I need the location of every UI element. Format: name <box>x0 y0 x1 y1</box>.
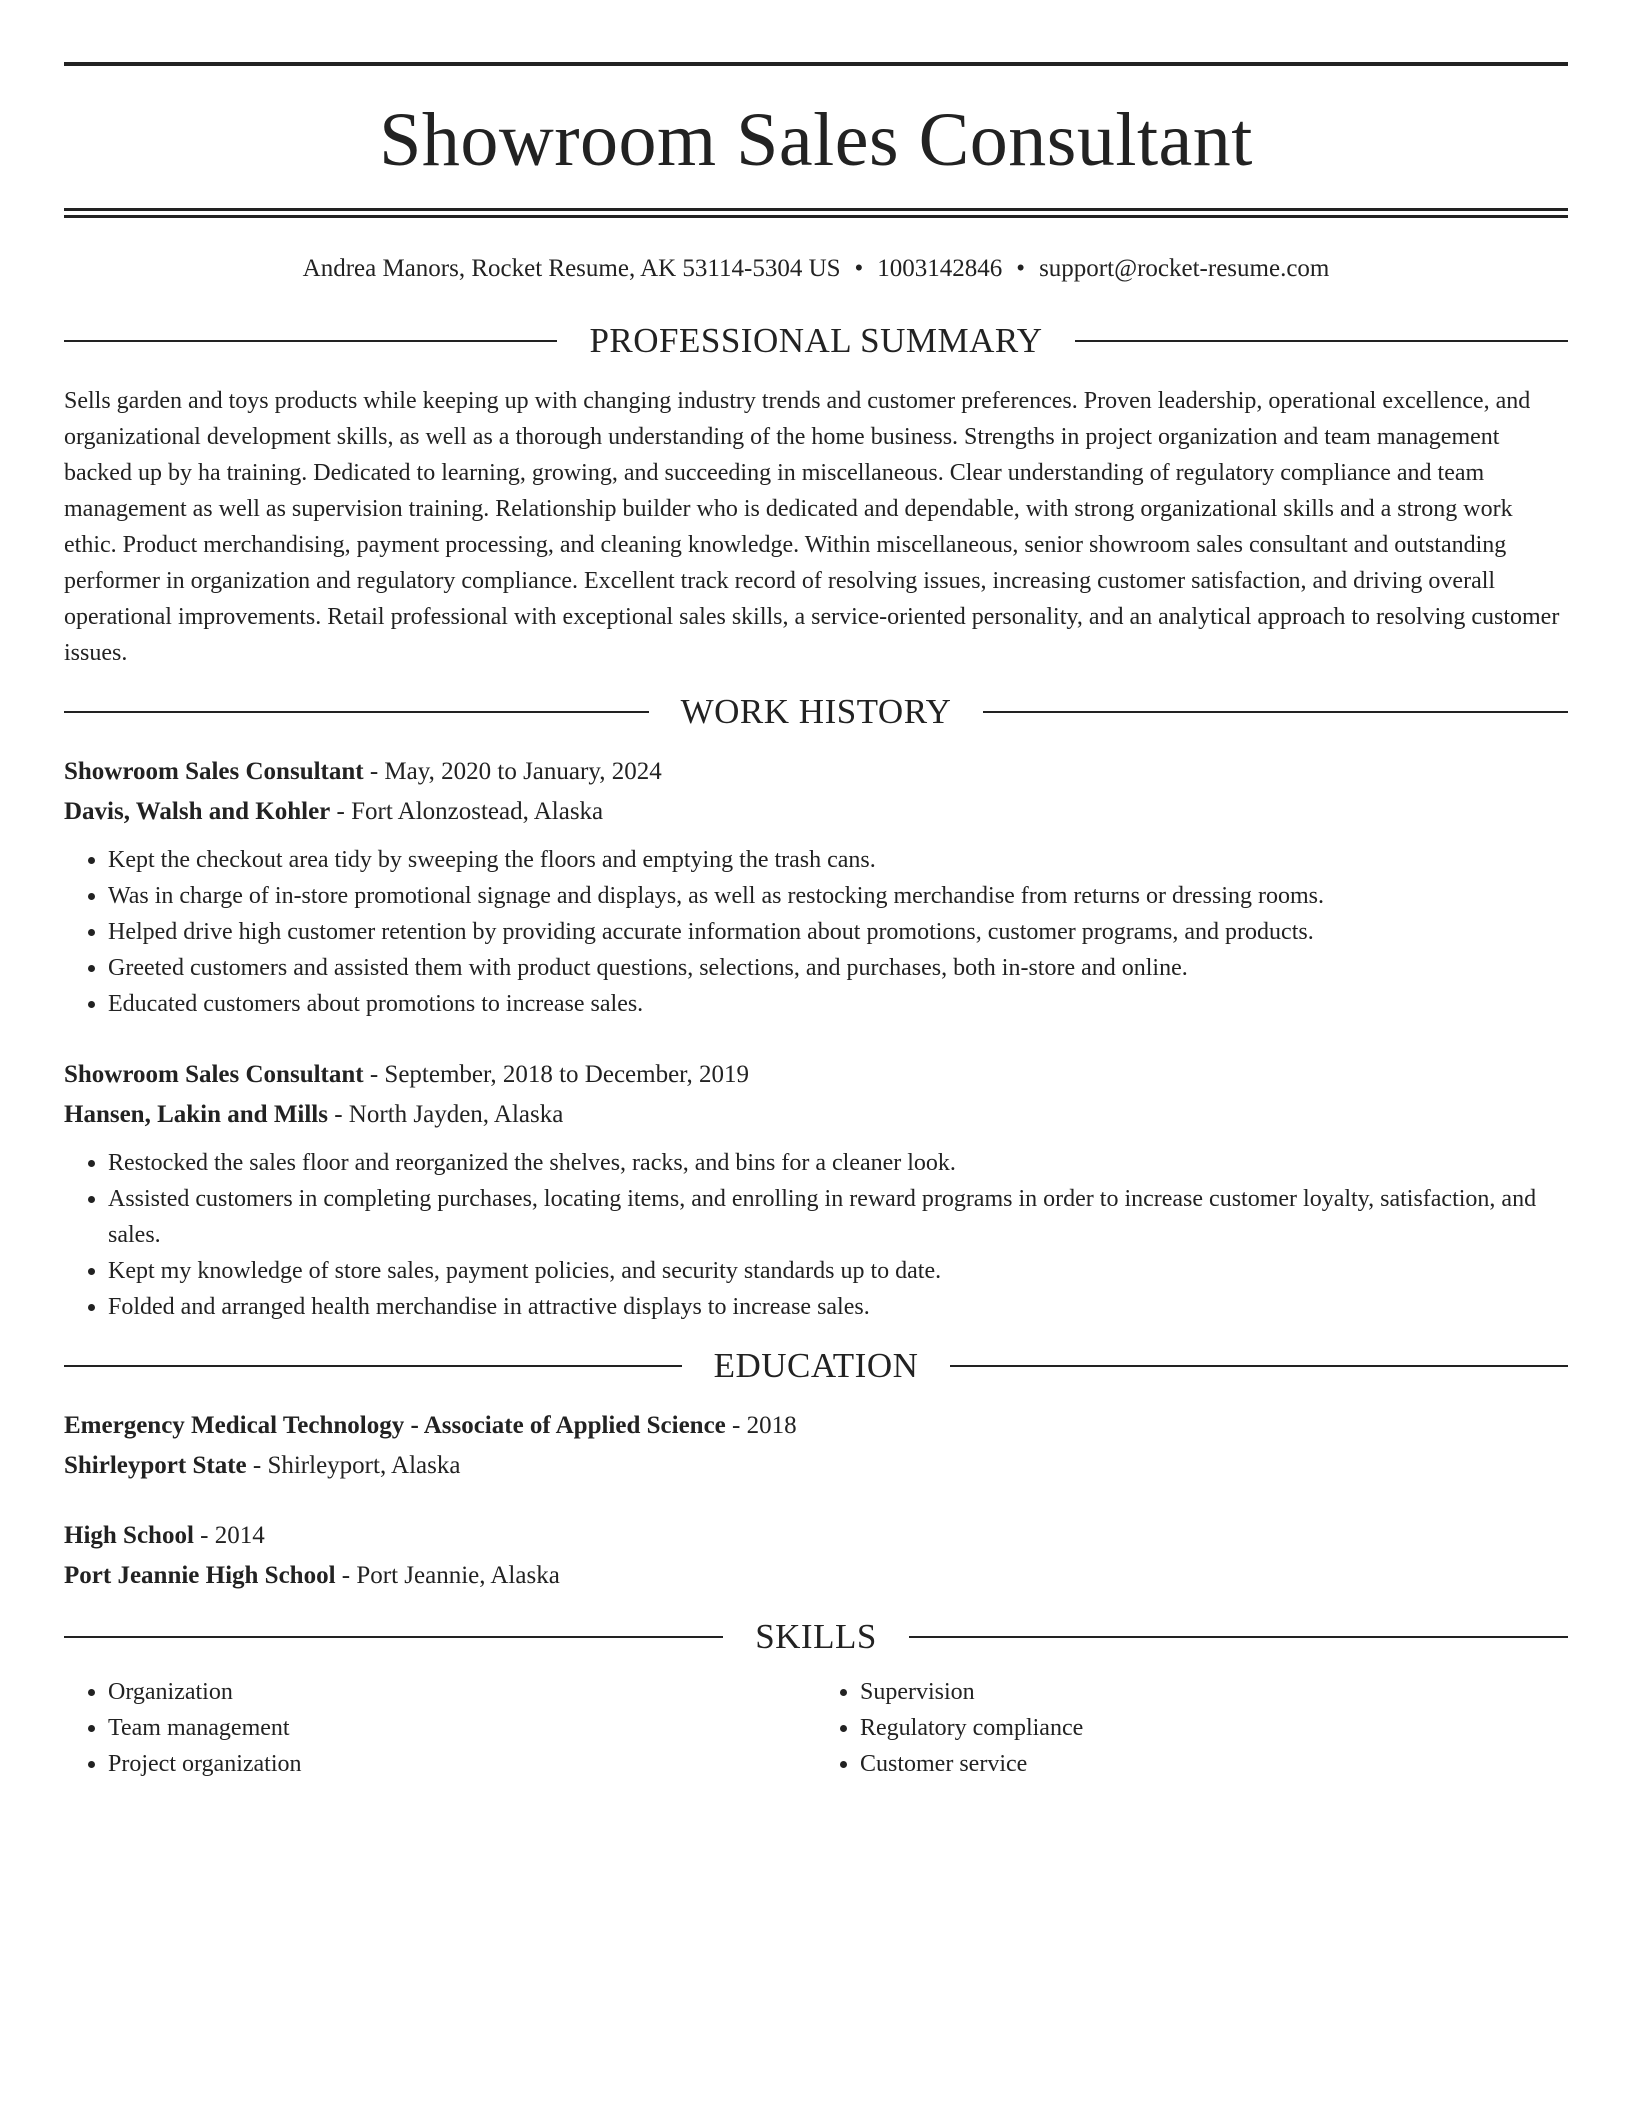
education-degree-line <box>64 1406 1568 1446</box>
job-bullets <box>64 1145 1568 1325</box>
summary-heading: PROFESSIONAL SUMMARY <box>589 321 1043 360</box>
contact-phone: 1003142846 <box>877 255 1003 282</box>
education-degree-line <box>64 1516 1568 1556</box>
job-bullets <box>64 842 1568 1022</box>
heading-rule-left <box>64 1365 682 1367</box>
heading-rule-left <box>64 340 557 342</box>
job-bullet: • Was in charge of in-store promotional signage and displays, as well as restocking merchandise from returns or dressing rooms. <box>108 878 1568 914</box>
job-company: Hansen, Lakin and Mills <box>64 1101 328 1128</box>
job-bullet: • Helped drive high customer retention by providing accurate information about promotions, customer programs, and products. <box>108 914 1568 950</box>
heading-rule-right <box>983 711 1568 713</box>
education-school: Shirleyport State <box>64 1452 247 1479</box>
job-entry <box>64 1055 1568 1325</box>
job-bullet: • Kept my knowledge of store sales, payment policies, and security standards up to date. <box>108 1253 1568 1289</box>
education-location: - Shirleyport, Alaska <box>246 1452 461 1479</box>
skills-column-left <box>64 1674 816 1782</box>
resume-title: Showroom Sales Consultant <box>379 98 1253 182</box>
education-heading: EDUCATION <box>713 1346 919 1385</box>
job-location: - North Jayden, Alaska <box>327 1101 564 1128</box>
job-title-line <box>64 752 1568 792</box>
contact-separator: • <box>1016 255 1026 282</box>
job-dates: - May, 2020 to January, 2024 <box>363 758 662 785</box>
skill-item: • Regulatory compliance <box>860 1710 1568 1746</box>
contact-line <box>64 254 1568 284</box>
skill-item: • Supervision <box>860 1674 1568 1710</box>
job-title: Showroom Sales Consultant <box>64 758 364 785</box>
job-bullet: • Assisted customers in completing purchases, locating items, and enrolling in reward programs in order to increase customer loyalty, satisfaction, and sales. <box>108 1181 1568 1253</box>
education-school-line <box>64 1446 1568 1486</box>
job-bullet: • Restocked the sales floor and reorganized the shelves, racks, and bins for a cleaner look. <box>108 1145 1568 1181</box>
heading-rule-right <box>909 1636 1568 1638</box>
job-title-line <box>64 1055 1568 1095</box>
skills-column-right <box>816 1674 1568 1782</box>
education-entry <box>64 1516 1568 1596</box>
skill-item: • Customer service <box>860 1746 1568 1782</box>
job-entry <box>64 752 1568 1022</box>
education-year: - 2018 <box>725 1412 797 1439</box>
job-title: Showroom Sales Consultant <box>64 1061 364 1088</box>
skills-section-heading <box>64 1619 1568 1654</box>
skill-item: • Organization <box>108 1674 816 1710</box>
summary-section-heading <box>64 323 1568 358</box>
work-heading: WORK HISTORY <box>680 692 952 731</box>
job-bullet: • Greeted customers and assisted them with product questions, selections, and purchases, both in-store and online. <box>108 950 1568 986</box>
job-bullet: • Folded and arranged health merchandise in attractive displays to increase sales. <box>108 1289 1568 1325</box>
heading-rule-right <box>950 1365 1568 1367</box>
heading-rule-left <box>64 1636 723 1638</box>
summary-text: Sells garden and toys products while keeping up with changing industry trends and customer preferences. Proven leadership, operational excellence, and organizational development skills, as well as a thorough understanding of the home business. Strengths in project organization and team management backed up by ha training. Dedicated to learning, growing, and succeeding in miscellaneous. Clear understanding of regulatory compliance and team management as well as supervision training. Relationship builder who is dedicated and dependable, with strong organizational skills and a strong work ethic. Product merchandising, payment processing, and cleaning knowledge. Within miscellaneous, senior showroom sales consultant and outstanding performer in organization and regulatory compliance. Excellent track record of resolving issues, increasing customer satisfaction, and driving overall operational improvements. Retail professional with exceptional sales skills, a service-oriented personality, and an analytical approach to resolving customer issues. <box>64 388 1560 666</box>
contact-separator: • <box>854 255 864 282</box>
job-company-line <box>64 792 1568 832</box>
job-bullet: • Kept the checkout area tidy by sweeping the floors and emptying the trash cans. <box>108 842 1568 878</box>
job-location: - Fort Alonzostead, Alaska <box>330 798 604 825</box>
education-location: - Port Jeannie, Alaska <box>335 1562 560 1589</box>
skills-list <box>64 1674 1568 1782</box>
education-section-heading <box>64 1348 1568 1383</box>
job-company: Davis, Walsh and Kohler <box>64 798 331 825</box>
heading-rule-right <box>1075 340 1568 342</box>
education-degree: High School <box>64 1522 194 1549</box>
education-year: - 2014 <box>193 1522 265 1549</box>
education-degree: Emergency Medical Technology - Associate of Applied Science <box>64 1412 726 1439</box>
work-section-heading <box>64 694 1568 729</box>
education-school: Port Jeannie High School <box>64 1562 336 1589</box>
job-company-line <box>64 1095 1568 1135</box>
job-dates: - September, 2018 to December, 2019 <box>363 1061 749 1088</box>
header-double-rule <box>64 208 1568 218</box>
education-school-line <box>64 1556 1568 1596</box>
job-bullet: • Educated customers about promotions to increase sales. <box>108 986 1568 1022</box>
skills-heading: SKILLS <box>755 1617 877 1656</box>
heading-rule-left <box>64 711 649 713</box>
contact-email: support@rocket-resume.com <box>1039 255 1330 282</box>
skill-item: • Team management <box>108 1710 816 1746</box>
skill-item: • Project organization <box>108 1746 816 1782</box>
contact-address: Andrea Manors, Rocket Resume, AK 53114-5304 US <box>302 255 841 282</box>
education-entry <box>64 1406 1568 1486</box>
